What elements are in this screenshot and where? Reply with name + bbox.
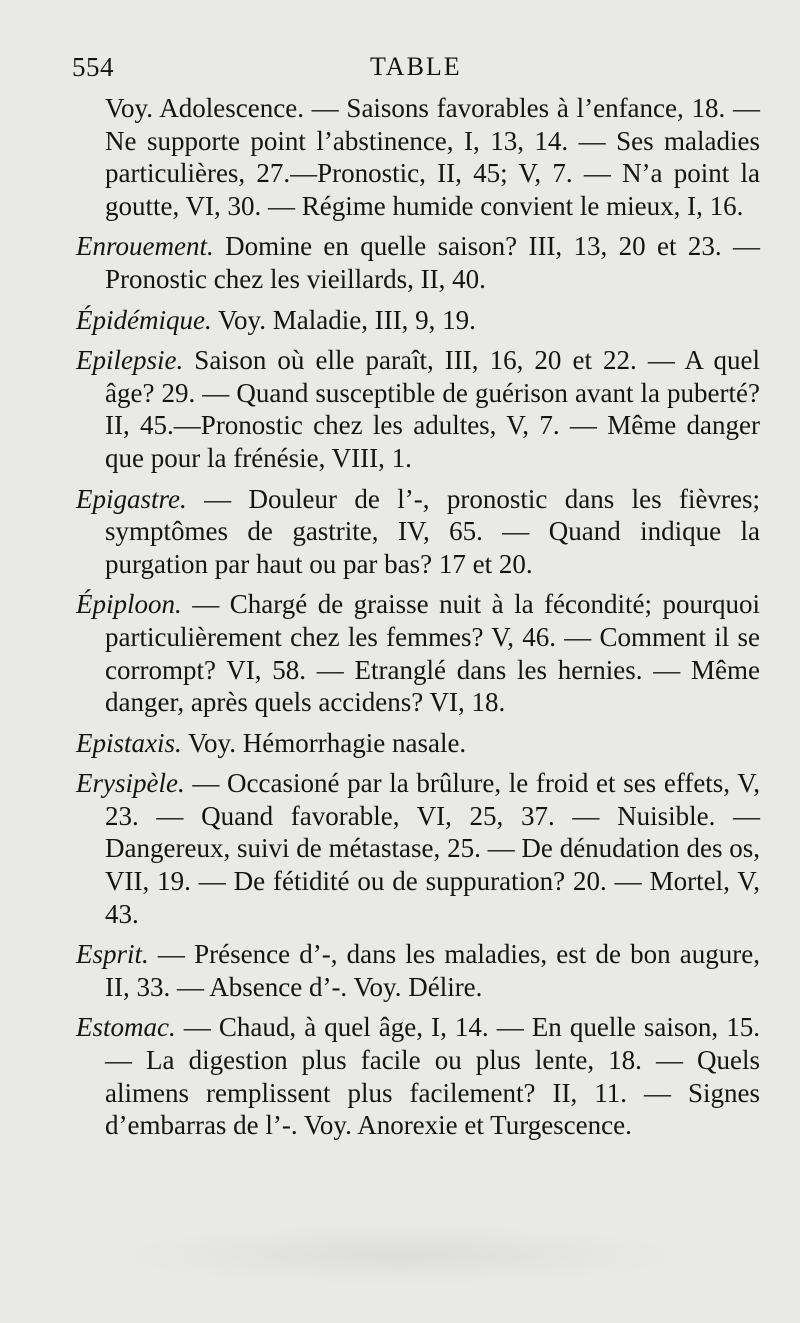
- entry-text: Voy. Hémorrhagie nasale.: [181, 727, 467, 758]
- page-header: [72, 52, 760, 88]
- entry-headword: Erysipèle.: [76, 768, 185, 799]
- index-body: [76, 92, 760, 1150]
- entry-headword: Epilepsie.: [76, 345, 184, 376]
- entry-text: — Occasioné par la brûlure, le froid et ses effets, V, 23. — Quand favorable, VI, 25, 37. — Nuisible. — Dangereux, suivi de métastase, 25. — De dénudation des os, VII, 19. — De fétidité ou de suppuration? 20. — Mortel, V, 43.: [105, 768, 760, 929]
- entry-text: — Présence d’-, dans les maladies, est de bon augure, II, 33. — Absence d’-. Voy. Délire.: [105, 939, 760, 1002]
- index-entry-epilepsie: [76, 344, 760, 474]
- entry-headword: Epigastre.: [76, 483, 187, 514]
- entry-headword: Enrouement.: [76, 231, 214, 262]
- index-entry-adolescence-cont: [76, 92, 760, 222]
- page-number: 554: [72, 52, 114, 82]
- index-entry-epigastre: [76, 483, 760, 581]
- entry-headword: Estomac.: [76, 1012, 176, 1043]
- index-entry-enrouement: [76, 230, 760, 295]
- entry-text: Domine en quelle saison? III, 13, 20 et 23. — Pronostic chez les vieillards, II, 40.: [105, 231, 760, 294]
- show-through-smudge: [120, 1225, 680, 1285]
- index-entry-estomac: [76, 1011, 760, 1141]
- entry-headword: Épidémique.: [76, 304, 212, 335]
- index-entry-erysipele: [76, 767, 760, 930]
- entry-text: Saison où elle paraît, III, 16, 20 et 22. — A quel âge? 29. — Quand susceptible de guérison avant la puberté? II, 45.—Pronostic chez les adultes, V, 7. — Même danger que pour la frénésie, VIII, 1.: [105, 345, 760, 473]
- entry-text: — Douleur de l’-, pronostic dans les fièvres; symptômes de gastrite, IV, 65. — Quand indique la purgation par haut ou par bas? 17 et 20.: [105, 483, 760, 579]
- index-entry-esprit: [76, 938, 760, 1003]
- index-entry-epidemique: [76, 304, 760, 337]
- index-entry-epistaxis: [76, 727, 760, 760]
- entry-headword: Esprit.: [76, 939, 149, 970]
- entry-text: — Chargé de graisse nuit à la fécondité; pourquoi particulièrement chez les femmes? V, 46. — Comment il se corrompt? VI, 58. — Etranglé dans les hernies. — Même danger, après quels accidens? VI, 18.: [105, 589, 760, 718]
- index-entry-epiploon: [76, 588, 760, 718]
- entry-text: — Chaud, à quel âge, I, 14. — En quelle saison, 15. — La digestion plus facile ou plus lente, 18. — Quels alimens remplissent plus facilement? II, 11. — Signes d’embarras de l’-. Voy. Anorexie et Turgescence.: [105, 1012, 760, 1141]
- entry-headword: Épiploon.: [76, 589, 182, 620]
- running-title: TABLE: [370, 52, 462, 81]
- entry-headword: Epistaxis.: [76, 727, 182, 758]
- entry-text: Voy. Maladie, III, 9, 19.: [211, 304, 476, 335]
- entry-text: Voy. Adolescence. — Saisons favorables à l’enfance, 18. — Ne supporte point l’abstinence, I, 13, 14. — Ses maladies particulières, 27.—Pronostic, II, 45; V, 7. — N’a point la goutte, VI, 30. — Régime humide convient le mieux, I, 16.: [105, 93, 760, 221]
